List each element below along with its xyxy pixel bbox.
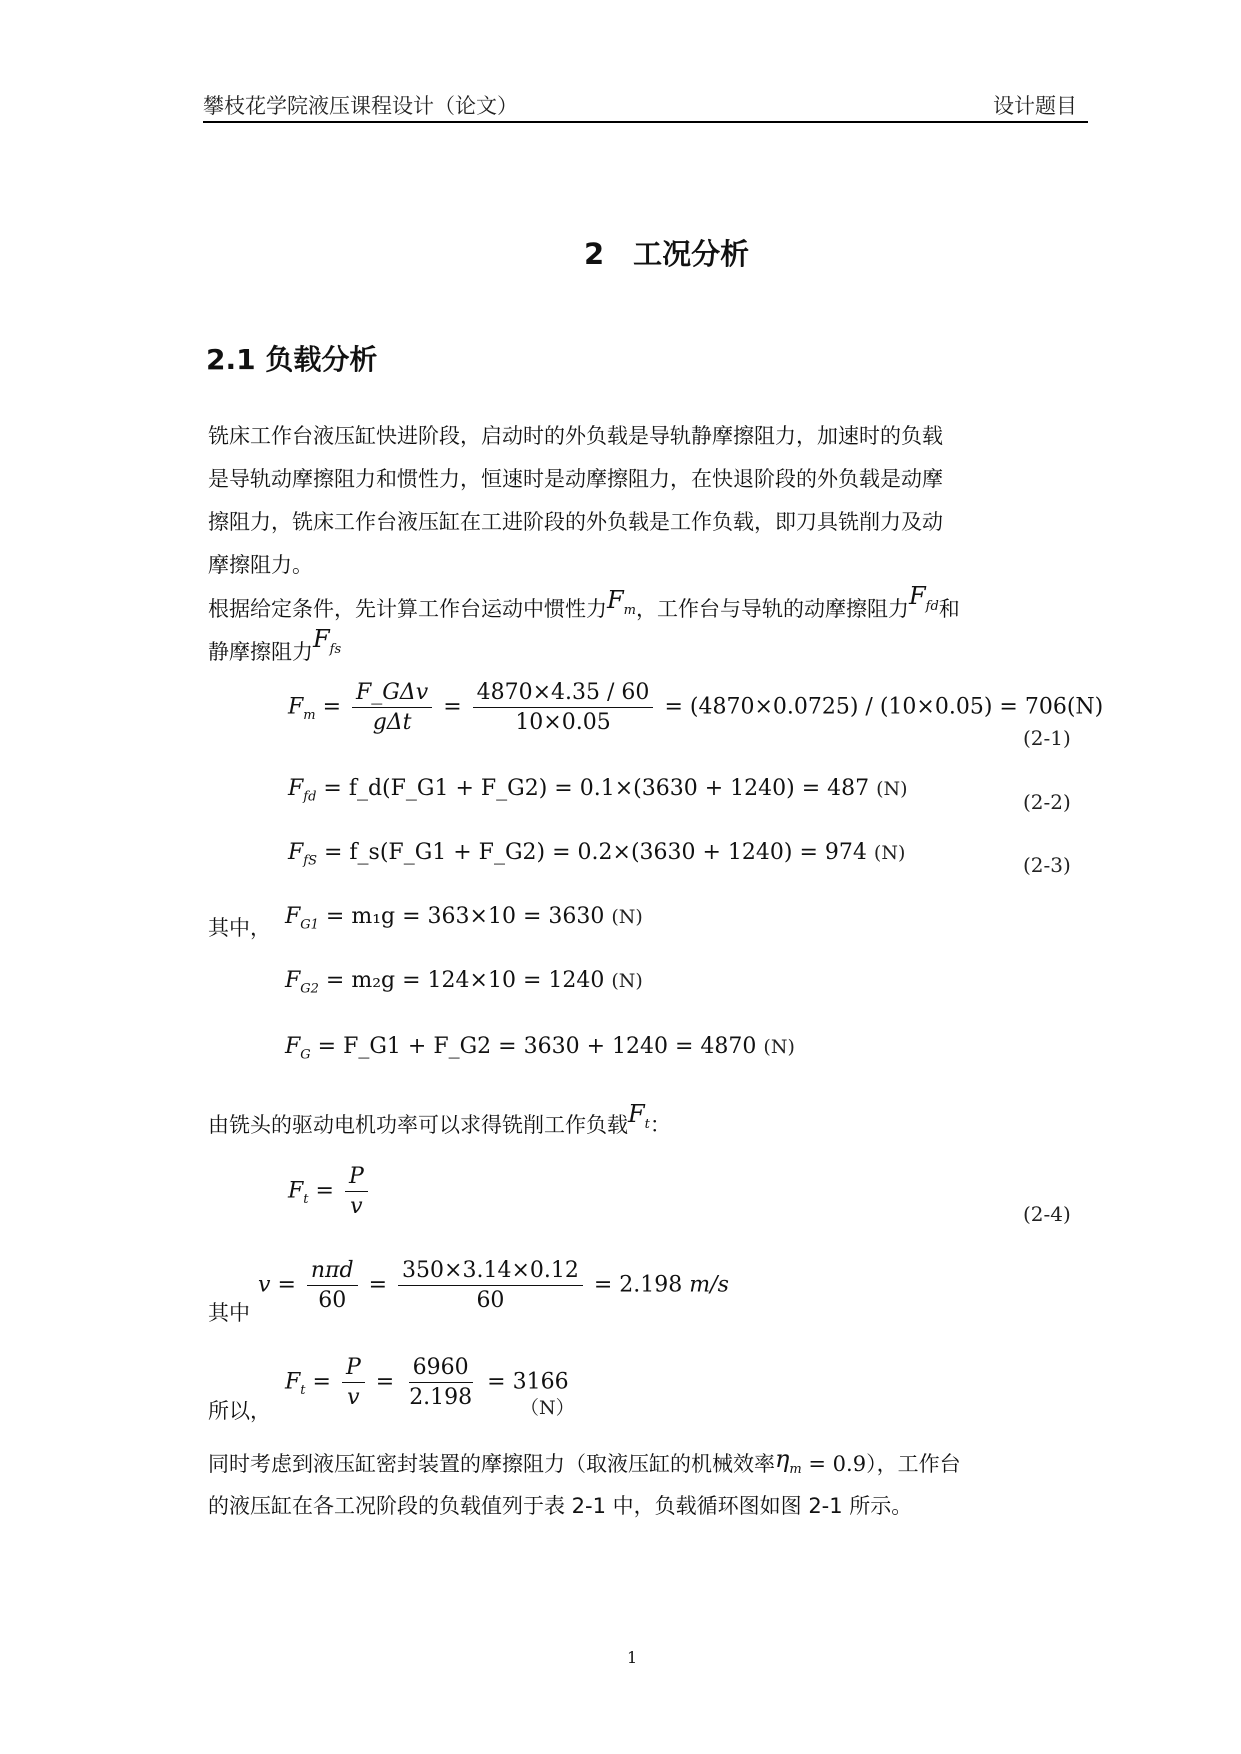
equation-number: (2-2): [1023, 790, 1071, 814]
equation-number: (2-4): [1023, 1202, 1071, 1226]
so-label: 所以，: [208, 1399, 271, 1423]
paragraph-cutting-load: 由铣头的驱动电机功率可以求得铣削工作负载$F_t$：: [208, 1100, 671, 1137]
equation-velocity: v = $\frac{\text{nπd}}{60}$ = $\frac{350\times 3.14\times 0.12}{60}$ = 2.198 m/s: [258, 1258, 729, 1313]
header-rule: [203, 121, 1088, 123]
paragraph-inertia-intro: 根据给定条件，先计算工作台运动中惯性力$F_m$，工作台与导轨的动摩擦阻力$F_{fd}$和: [208, 582, 960, 621]
where-label: 其中: [208, 1301, 250, 1325]
symbol-eta-m: $\eta_m$: [775, 1445, 802, 1477]
fraction: $\frac{6960}{2.198}$: [409, 1355, 473, 1410]
fraction: $\frac{\text{F\_GΔv}}{\text{gΔt}}$: [352, 680, 432, 735]
where-label: 其中，: [208, 916, 271, 940]
equation-static-friction: $F_{fS}$ = f_s(F_G1 + F_G2) = 0.2×(3630 + 1240) = 974 (N): [288, 840, 906, 869]
symbol-Ffd: $F_{fd}$: [908, 582, 939, 614]
fraction: $\frac{P}{v}$: [345, 1164, 368, 1219]
equation-number: (2-1): [1023, 726, 1071, 750]
fraction: $\frac{350\times 3.14\times 0.12}{60}$: [398, 1258, 583, 1313]
section-title: 2.1 负载分析: [206, 343, 378, 376]
equation-weight-G1: $F_{G1} = m_1g = 363\times 10 = 3630$ (N): [285, 904, 643, 933]
equation-number: (2-3): [1023, 853, 1071, 877]
fraction: $\frac{P}{v}$: [342, 1355, 365, 1410]
header-title: 攀枝花学院液压课程设计（论文）: [203, 94, 518, 118]
fraction: $\frac{4870\times 4.35 / 60}{10\times 0.05}$: [473, 680, 654, 735]
unit-label: （N）: [520, 1397, 575, 1419]
paragraph-efficiency: 同时考虑到液压缸密封装置的摩擦阻力（取液压缸的机械效率$\eta_m = 0.9$），工作台: [208, 1445, 961, 1477]
equation-inertia-force: $F_m$ = $\frac{\text{F\_GΔv}}{\text{gΔt}}$ = $\frac{4870\times 4.35 / 60}{10\times 0.05}$ = (4870×0.0725) / (10×0.05) = 706(N): [288, 680, 1104, 735]
symbol-Ffs: $F_{fs}$: [313, 625, 342, 657]
equation-dynamic-friction: $F_{fd}$ = f_d(F_G1 + F_G2) = 0.1×(3630 + 1240) = 487 (N): [288, 776, 908, 805]
symbol-Ft: $F_t$: [628, 1100, 650, 1132]
paragraph-line: 铣床工作台液压缸快进阶段，启动时的外负载是导轨静摩擦阻力，加速时的负载: [208, 424, 943, 448]
paragraph-line: 擦阻力，铣床工作台液压缸在工进阶段的外负载是工作负载，即刀具铣削力及动: [208, 510, 943, 534]
equation-weight-total: $F_G$ = F_G1 + F_G2 = 3630 + 1240 = 4870 (N): [285, 1034, 795, 1063]
paragraph-line: 的液压缸在各工况阶段的负载值列于表 2-1 中，负载循环图如图 2-1 所示。: [208, 1494, 913, 1518]
chapter-title: 2 工况分析: [584, 237, 750, 271]
equation-cutting-load-result: $F_t$ = $\frac{P}{v}$ = $\frac{6960}{2.198}$ = 3166: [285, 1355, 569, 1410]
page-number: 1: [627, 1648, 638, 1667]
paragraph-line: 摩擦阻力。: [208, 553, 313, 577]
symbol-Fm: $F_m$: [607, 586, 636, 618]
header-design-topic: 设计题目: [993, 94, 1077, 118]
paragraph-line: 是导轨动摩擦阻力和惯性力，恒速时是动摩擦阻力，在快退阶段的外负载是动摩: [208, 467, 943, 491]
equation-weight-G2: $F_{G2} = m_2g = 124\times 10 = 1240$ (N): [285, 968, 643, 997]
paragraph-static-friction: 静摩擦阻力$F_{fs}$: [208, 625, 342, 664]
fraction: $\frac{\text{nπd}}{60}$: [307, 1258, 358, 1313]
equation-cutting-load: $F_t$ = $\frac{P}{v}$: [288, 1164, 372, 1219]
